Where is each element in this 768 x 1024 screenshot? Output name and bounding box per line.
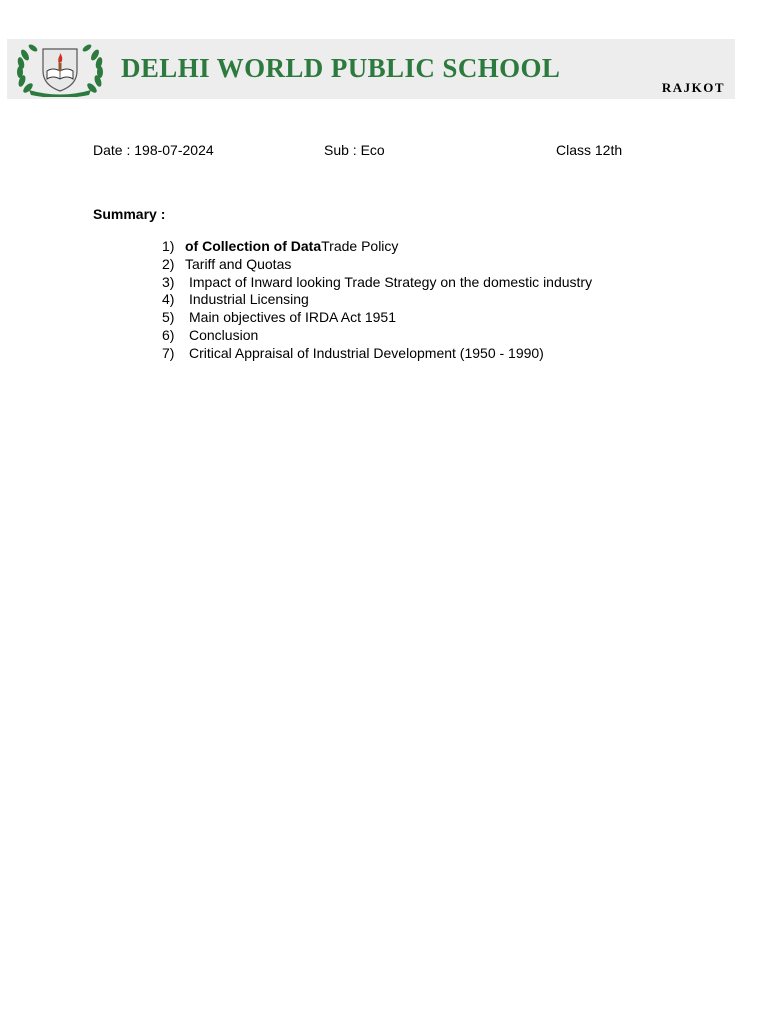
document-subject: Sub : Eco xyxy=(324,142,385,158)
list-item-number: 7) xyxy=(162,344,175,361)
list-item-text: Industrial Licensing xyxy=(189,291,309,308)
list-item-number: 5) xyxy=(162,309,175,326)
summary-item-4 xyxy=(162,291,592,309)
document-class: Class 12th xyxy=(556,142,623,158)
list-item-number: 3) xyxy=(162,273,175,290)
list-item-number: 2) xyxy=(162,255,175,272)
summary-item-6 xyxy=(162,327,592,345)
list-item-bold-text: of Collection of Data xyxy=(185,238,322,254)
summary-item-3 xyxy=(162,274,592,292)
list-item-number: 4) xyxy=(162,291,175,308)
summary-item-7 xyxy=(162,345,592,363)
summary-item-5 xyxy=(162,309,592,327)
list-item-text: Main objectives of IRDA Act 1951 xyxy=(189,309,396,326)
school-header-banner xyxy=(7,39,735,99)
list-item-text: Impact of Inward looking Trade Strategy on the domestic industry xyxy=(189,273,593,290)
list-item-number: 1) xyxy=(162,238,175,254)
document-date: Date : 198-07-2024 xyxy=(93,142,214,158)
school-city: RAJKOT xyxy=(661,80,725,95)
list-item-text: Critical Appraisal of Industrial Development (1950 - 1990) xyxy=(189,344,544,361)
list-item-number: 6) xyxy=(162,326,175,343)
summary-item-1 xyxy=(162,238,592,256)
list-item-text: Conclusion xyxy=(189,326,259,343)
summary-heading: Summary : xyxy=(93,206,166,222)
school-crest-icon xyxy=(13,41,107,97)
list-item-text: Tariff and Quotas xyxy=(185,255,292,272)
list-item-text: Trade Policy xyxy=(321,238,399,254)
school-name: DELHI WORLD PUBLIC SCHOOL xyxy=(121,53,561,83)
summary-item-2 xyxy=(162,256,592,274)
summary-list xyxy=(162,238,592,363)
